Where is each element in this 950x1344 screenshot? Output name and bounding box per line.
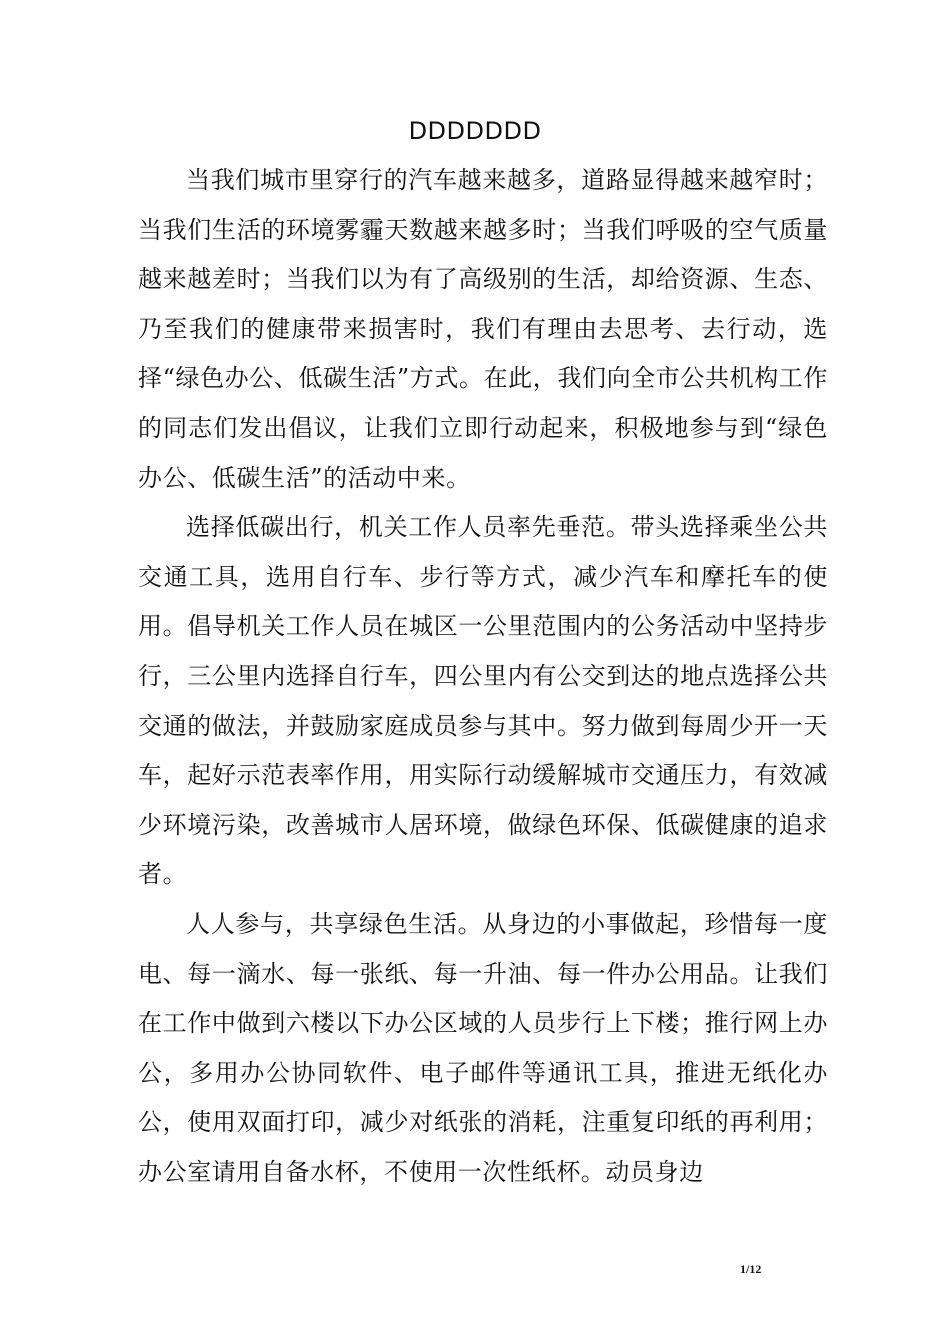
- paragraph-3: 人人参与，共享绿色生活。从身边的小事做起，珍惜每一度电、每一滴水、每一张纸、每一升油、每一件办公用品。让我们在工作中做到六楼以下办公区域的人员步行上下楼；推行网上办公，多用办公协同软件、电子邮件等通讯工具，推进无纸化办公，使用双面打印，减少对纸张的消耗，注重复印纸的再利用；办公室请用自备水杯，不使用一次性纸杯。动员身边: [138, 909, 828, 1186]
- paragraph-1: 当我们城市里穿行的汽车越来越多，道路显得越来越窄时；当我们生活的环境雾霾天数越来越多时；当我们呼吸的空气质量越来越差时；当我们以为有了高级别的生活，却给资源、生态、乃至我们的健康带来损害时，我们有理由去思考、去行动，选择“绿色办公、低碳生活”方式。在此，我们向全市公共机构工作的同志们发出倡议，让我们立即行动起来，积极地参与到“绿色办公、低碳生活”的活动中来。: [138, 166, 828, 492]
- page-number: 1/12: [740, 1262, 762, 1276]
- document-body: [138, 156, 828, 1197]
- document-title: DDDDDDD: [408, 117, 542, 145]
- paragraph-2: 选择低碳出行，机关工作人员率先垂范。带头选择乘坐公共交通工具，选用自行车、步行等方式，减少汽车和摩托车的使用。倡导机关工作人员在城区一公里范围内的公务活动中坚持步行，三公里内选择自行车，四公里内有公交到达的地点选择公共交通的做法，并鼓励家庭成员参与其中。努力做到每周少开一天车，起好示范表率作用，用实际行动缓解城市交通压力，有效减少环境污染，改善城市人居环境，做绿色环保、低碳健康的追求者。: [138, 513, 828, 889]
